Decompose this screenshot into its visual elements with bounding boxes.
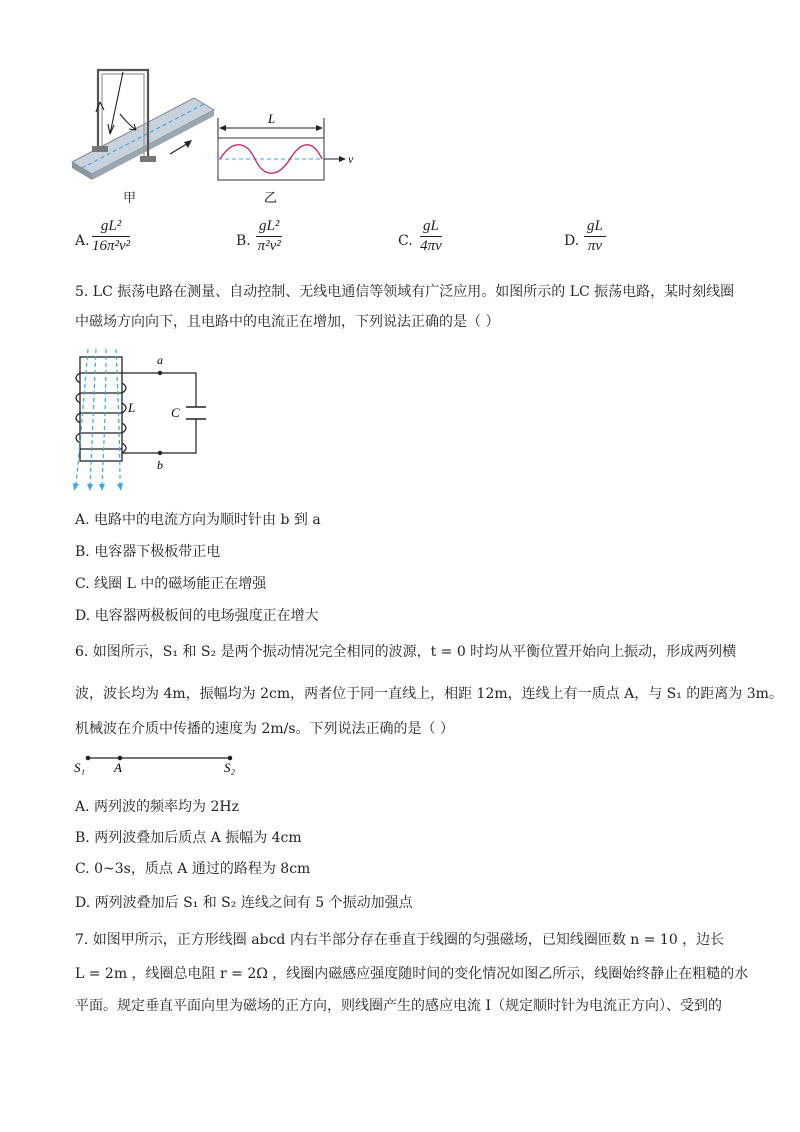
label-yi: 乙 (264, 190, 278, 205)
q5-option-c: C. 线圈 L 中的磁场能正在增强 (75, 576, 267, 592)
q5-stem-line2: 中磁场方向向下，且电路中的电流正在增加，下列说法正确的是（ ） (75, 314, 500, 330)
q4-option-b-letter: B. (236, 233, 251, 249)
figure-jia (68, 62, 218, 214)
label-L-top: L (268, 111, 276, 126)
q4-option-c-den: 4πv (420, 238, 442, 254)
q5-option-b: B. 电容器下极板带正电 (75, 544, 221, 560)
label-A: A (114, 760, 122, 775)
q7-stem-line2: L = 2m ，线圈总电阻 r = 2Ω ，线圈内磁感应强度随时间的变化情况如图乙所示，线圈始终静止在粗糙的水 (75, 966, 749, 982)
q5-option-d: D. 电容器两极板间的电场强度正在增大 (75, 608, 319, 624)
q4-option-c-letter: C. (398, 233, 413, 249)
label-s2: S₂ (224, 760, 236, 775)
label-v: v (348, 152, 354, 166)
q6-option-d: D. 两列波叠加后 S₁ 和 S₂ 连线之间有 5 个振动加强点 (75, 895, 413, 911)
q6-option-b: B. 两列波叠加后质点 A 振幅为 4cm (75, 830, 302, 846)
q4-option-a-num: gL² (92, 218, 130, 237)
label-C: C (171, 405, 180, 420)
lc-circuit-figure (66, 345, 226, 497)
label-a: a (157, 353, 163, 367)
q6-option-c: C. 0~3s，质点 A 通过的路程为 8cm (75, 861, 311, 877)
q4-option-a-den: 16π²v² (92, 238, 131, 254)
q6-option-a: A. 两列波的频率均为 2Hz (75, 799, 239, 815)
figure-yi (212, 110, 367, 214)
q5-option-a: A. 电路中的电流方向为顺时针由 b 到 a (75, 512, 321, 528)
wave-source-figure (72, 748, 252, 780)
q4-option-b-den: π²v² (257, 238, 281, 254)
q6-stem-line2: 波，波长均为 4m，振幅均为 2cm，两者位于同一直线上，相距 12m，连线上有一质点 A，与 S₁ 的距离为 3m。 (75, 686, 783, 702)
q4-option-a-formula (92, 218, 130, 255)
q4-option-c-formula (420, 218, 442, 255)
q6-stem-line3: 机械波在介质中传播的速度为 2m/s。下列说法正确的是（ ） (75, 721, 454, 737)
label-jia: 甲 (123, 190, 137, 205)
q4-option-c-num: gL (420, 218, 442, 237)
q4-option-d-den: πv (587, 238, 603, 254)
q4-option-a-letter: A. (75, 233, 90, 249)
q4-option-d-letter: D. (564, 233, 580, 249)
label-L: L (128, 400, 136, 415)
q4-option-b-formula (256, 218, 282, 255)
q5-stem-line1: 5. LC 振荡电路在测量、自动控制、无线电通信等领域有广泛应用。如图所示的 LC 振荡电路，某时刻线圈 (75, 284, 735, 300)
q4-option-d-formula (584, 218, 606, 255)
q7-stem-line1: 7. 如图甲所示，正方形线圈 abcd 内右半部分存在垂直于线圈的匀强磁场，已知线圈匝数 n = 10 ，边长 (75, 932, 725, 948)
q6-stem-line1: 6. 如图所示，S₁ 和 S₂ 是两个振动情况完全相同的波源，t = 0 时均从平衡位置开始向上振动，形成两列横 (75, 644, 737, 660)
q4-option-b-num: gL² (256, 218, 282, 237)
label-s1: S₁ (74, 760, 86, 775)
q4-option-d-num: gL (584, 218, 606, 237)
label-b: b (157, 458, 163, 472)
q7-stem-line3: 平面。规定垂直平面向里为磁场的正方向，则线圈产生的感应电流 I（规定顺时针为电流正方向）、受到的 (75, 998, 722, 1014)
